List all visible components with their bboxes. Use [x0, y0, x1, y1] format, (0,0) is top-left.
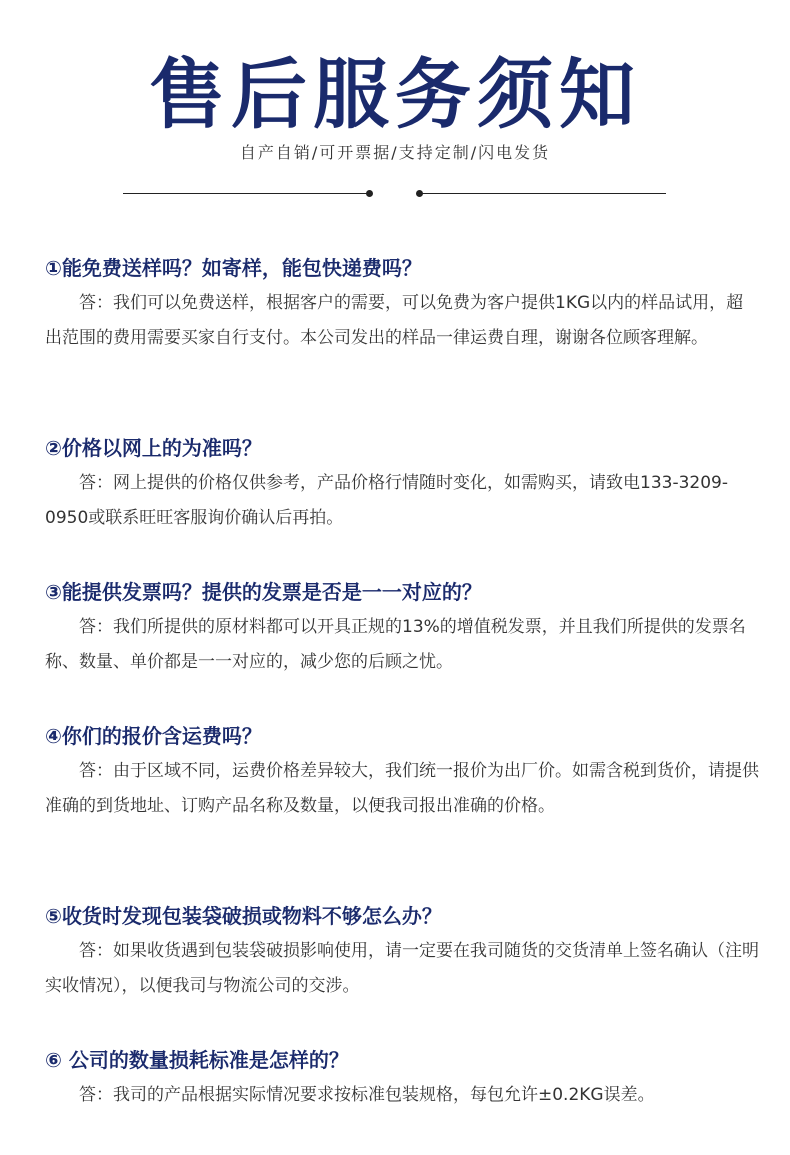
faq-question: ⑥ 公司的数量损耗标准是怎样的？: [45, 1048, 349, 1072]
faq-question: ①能免费送样吗？如寄样，能包快递费吗？: [45, 256, 422, 280]
page-subtitle: 自产自销/可开票据/支持定制/闪电发货: [239, 143, 551, 162]
faq-item-3: [45, 578, 760, 680]
faq-item-6: [45, 1046, 760, 1113]
divider-line-left: [123, 193, 369, 194]
faq-item-4: [45, 722, 760, 824]
faq-answer: 答：我司的产品根据实际情况要求按标准包装规格，每包允许±0.2KG误差。: [79, 1085, 655, 1105]
faq-question: ②价格以网上的为准吗？: [45, 436, 262, 460]
faq-item-2: [45, 434, 760, 536]
faq-question: ③能提供发票吗？提供的发票是否是一一对应的？: [45, 580, 482, 604]
faq-answer: 答：由于区域不同，运费价格差异较大，我们统一报价为出厂价。如需含税到货价，请提供准确的到货地址、订购产品名称及数量，以便我司报出准确的价格。: [45, 761, 759, 816]
divider-dot-left: [366, 190, 373, 197]
faq-answer: 答：我们可以免费送样，根据客户的需要，可以免费为客户提供1KG以内的样品试用，超出范围的费用需要买家自行支付。本公司发出的样品一律运费自理，谢谢各位顾客理解。: [45, 293, 744, 348]
faq-answer: 答：我们所提供的原材料都可以开具正规的13%的增值税发票，并且我们所提供的发票名称、数量、单价都是一一对应的，减少您的后顾之忧。: [45, 617, 746, 672]
faq-answer: 答：网上提供的价格仅供参考，产品价格行情随时变化，如需购买，请致电133-3209-0950或联系旺旺客服询价确认后再拍。: [45, 473, 728, 528]
faq-question: ④你们的报价含运费吗？: [45, 724, 262, 748]
page-title: 售后服务须知: [149, 50, 641, 139]
faq-item-1: [45, 254, 760, 356]
faq-question: ⑤收货时发现包装袋破损或物料不够怎么办？: [45, 904, 442, 928]
divider-line-right: [420, 193, 666, 194]
faq-item-5: [45, 902, 760, 1004]
faq-answer: 答：如果收货遇到包装袋破损影响使用，请一定要在我司随货的交货清单上签名确认（注明实收情况），以便我司与物流公司的交涉。: [45, 941, 759, 996]
